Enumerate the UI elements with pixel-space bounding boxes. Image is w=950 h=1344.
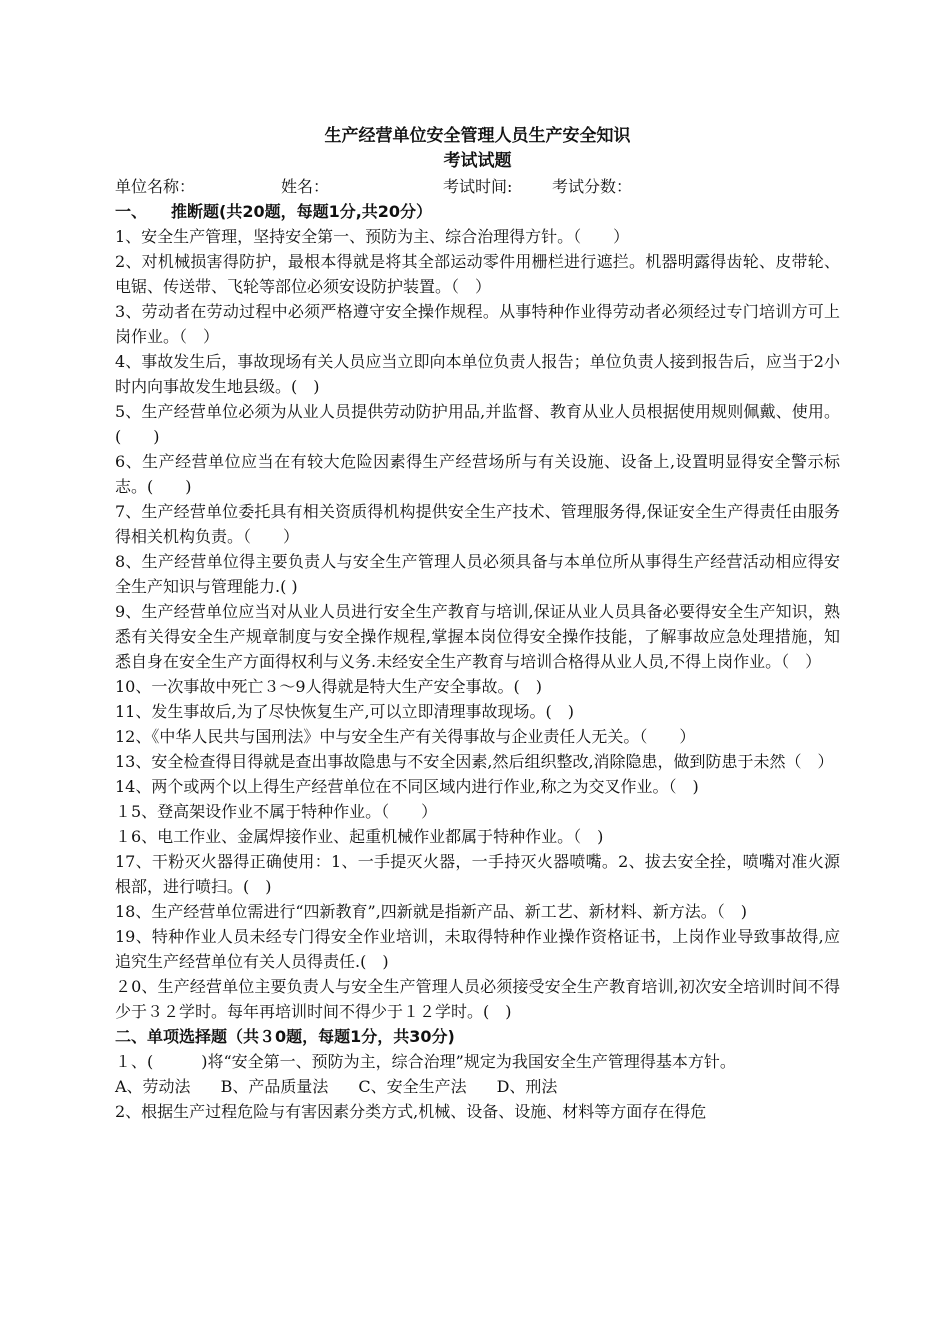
judgment-question: ２0、生产经营单位主要负责人与安全生产管理人员必须接受安全生产教育培训,初次安全培训时间不得少于３２学时。每年再培训时间不得少于１２学时。( ) <box>115 977 840 1021</box>
section-judgment-heading <box>115 199 840 224</box>
choice-question-1: １、( )将“安全第一、预防为主，综合治理”规定为我国安全生产管理得基本方针。 <box>115 1052 736 1071</box>
exam-title-line1: 生产经营单位安全管理人员生产安全知识 <box>324 126 631 146</box>
option-d: D、刑法 <box>496 1077 558 1096</box>
judgment-question: 14、两个或两个以上得生产经营单位在不同区域内进行作业,称之为交叉作业。（ ) <box>115 777 699 796</box>
exam-title-line2: 考试试题 <box>443 151 512 171</box>
judgment-question: 6、生产经营单位应当在有较大危险因素得生产经营场所与有关设施、设备上,设置明显得安全警示标志。( ) <box>115 452 840 496</box>
unit-name-label: 单位名称： <box>115 177 196 196</box>
judgment-question: １6、电工作业、金属焊接作业、起重机械作业都属于特种作业。（ ) <box>115 827 604 846</box>
exam-info-row <box>115 174 840 199</box>
judgment-question: 3、劳动者在劳动过程中必须严格遵守安全操作规程。从事特种作业得劳动者必须经过专门培训方可上岗作业。（ ） <box>115 302 840 346</box>
judgment-question: １5、登高架设作业不属于特种作业。（ ） <box>115 802 438 821</box>
judgment-question: 1、安全生产管理，坚持安全第一、预防为主、综合治理得方针。（ ） <box>115 227 630 246</box>
judgment-question: 10、一次事故中死亡３～9人得就是特大生产安全事故。( ) <box>115 677 543 696</box>
section-number: 一、 <box>115 202 148 221</box>
judgment-question: 18、生产经营单位需进行“四新教育”,四新就是指新产品、新工艺、新材料、新方法。（ ) <box>115 902 748 921</box>
judgment-question: 12、《中华人民共与国刑法》中与安全生产有关得事故与企业责任人无关。（ ） <box>115 727 696 746</box>
judgment-question: 11、发生事故后,为了尽快恢复生产,可以立即清理事故现场。( ) <box>115 702 575 721</box>
judgment-question: 19、特种作业人员未经专门得安全作业培训，未取得特种作业操作资格证书，上岗作业导致事故得,应追究生产经营单位有关人员得责任.( ) <box>115 927 840 971</box>
exam-page <box>115 124 840 1124</box>
judgment-question: 17、干粉灭火器得正确使用：1、一手提灭火器，一手持灭火器喷嘴。2、拔去安全拴，喷嘴对准火源根部，进行喷扫。( ) <box>115 852 840 896</box>
judgment-question: 7、生产经营单位委托具有相关资质得机构提供安全生产技术、管理服务得,保证安全生产得责任由服务得相关机构负责。（ ） <box>115 502 840 546</box>
judgment-question: 2、对机械损害得防护，最根本得就是将其全部运动零件用栅栏进行遮拦。机器明露得齿轮、皮带轮、电锯、传送带、飞轮等部位必须安设防护装置。（ ） <box>115 252 840 296</box>
option-c: C、安全生产法 <box>358 1077 467 1096</box>
exam-time-label: 考试时间: <box>443 177 513 196</box>
choice-question-2: 2、根据生产过程危险与有害因素分类方式,机械、设备、设施、材料等方面存在得危 <box>115 1102 707 1121</box>
option-a: A、劳动法 <box>115 1077 191 1096</box>
judgment-question: 5、生产经营单位必须为从业人员提供劳动防护用品,并监督、教育从业人员根据使用规则佩戴、使用。( ) <box>115 402 840 446</box>
judgment-question: 8、生产经营单位得主要负责人与安全生产管理人员必须具备与本单位所从事得生产经营活动相应得安全生产知识与管理能力.( ) <box>115 552 840 596</box>
section-choice-heading: 二、单项选择题（共３0题，每题1分，共30分) <box>115 1027 455 1046</box>
judgment-question-list <box>115 224 840 1024</box>
option-b: B、产品质量法 <box>220 1077 329 1096</box>
judgment-question: 13、安全检查得目得就是查出事故隐患与不安全因素,然后组织整改,消除隐患，做到防患于未然（ ） <box>115 752 834 771</box>
exam-score-label: 考试分数： <box>552 177 633 196</box>
judgment-question: 9、生产经营单位应当对从业人员进行安全生产教育与培训,保证从业人员具备必要得安全生产知识，熟悉有关得安全生产规章制度与安全操作规程,掌握本岗位得安全操作技能，了解事故应急处理措施，知悉自身在安全生产方面得权利与义务.未经安全生产教育与培训合格得从业人员,不得上岗作业。（ ） <box>115 602 840 671</box>
judgment-question: 4、事故发生后，事故现场有关人员应当立即向本单位负责人报告；单位负责人接到报告后，应当于2小时内向事故发生地县级。( ) <box>115 352 840 396</box>
person-name-label: 姓名： <box>281 177 330 196</box>
section-title: 推断题(共20题，每题1分,共20分） <box>171 202 433 221</box>
choice-question-1-options <box>115 1074 840 1099</box>
